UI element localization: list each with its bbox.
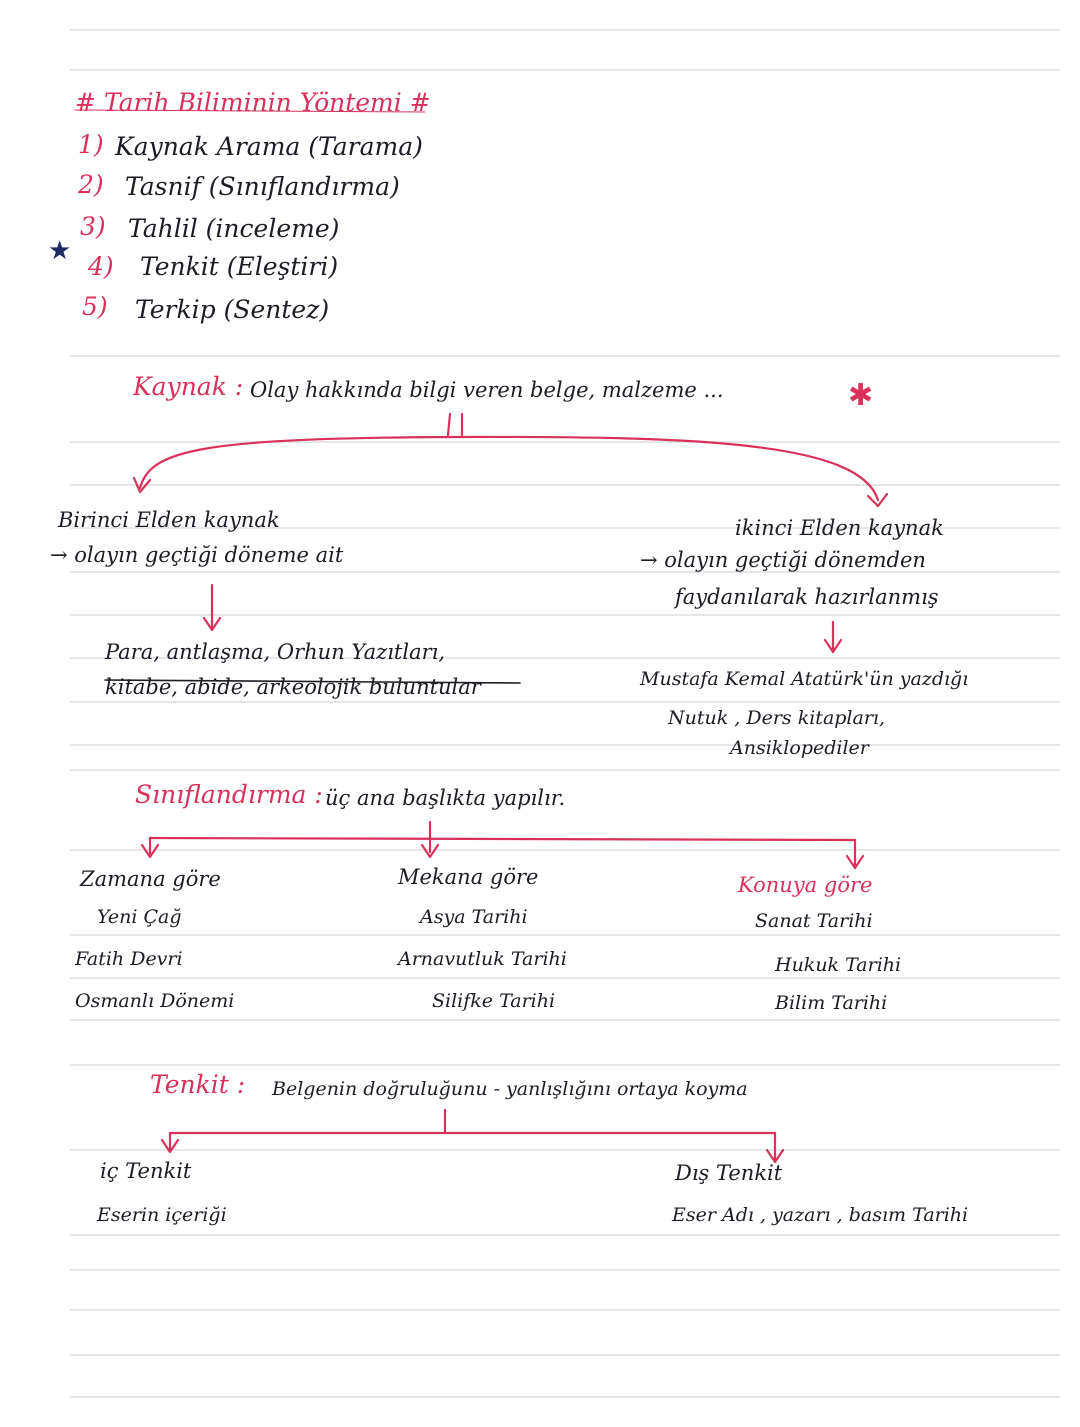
ikinci-desc-2: faydanılarak hazırlanmış [675, 585, 939, 609]
birinci-desc: → olayın geçtiği döneme ait [50, 543, 344, 567]
dis-tenkit-desc: Eser Adı , yazarı , basım Tarihi [672, 1204, 969, 1226]
mekan-heading: Mekana göre [398, 865, 539, 889]
birinci-example-1: Para, antlaşma, Orhun Yazıtları, [105, 640, 446, 664]
ikinci-desc-1: → olayın geçtiği dönemden [640, 548, 926, 572]
method-item-3: Tahlil (inceleme) [128, 214, 340, 243]
mekan-item-2: Arnavutluk Tarihi [398, 948, 567, 970]
tenkit-desc: Belgenin doğruluğunu - yanlışlığını ortaya koyma [272, 1078, 748, 1100]
method-number-4: 4) [88, 252, 114, 281]
zaman-item-1: Yeni Çağ [97, 906, 182, 928]
siniflandirma-label: Sınıflandırma : [135, 780, 323, 809]
ic-tenkit-heading: iç Tenkit [100, 1159, 192, 1183]
method-number-5: 5) [82, 292, 108, 321]
zaman-item-3: Osmanlı Dönemi [75, 990, 235, 1012]
konu-item-2: Hukuk Tarihi [775, 954, 902, 976]
konu-item-1: Sanat Tarihi [755, 910, 873, 932]
kaynak-label: Kaynak : [133, 372, 244, 401]
method-number-1: 1) [78, 130, 104, 159]
method-item-2: Tasnif (Sınıflandırma) [125, 172, 400, 201]
kaynak-definition: Olay hakkında bilgi veren belge, malzeme ... [250, 378, 724, 402]
mekan-item-3: Silifke Tarihi [432, 990, 556, 1012]
tenkit-label: Tenkit : [150, 1070, 246, 1099]
page-title: # Tarih Biliminin Yöntemi # [75, 88, 431, 117]
method-item-4: Tenkit (Eleştiri) [140, 252, 339, 281]
konu-item-3: Bilim Tarihi [775, 992, 888, 1014]
zaman-item-2: Fatih Devri [75, 948, 183, 970]
method-number-3: 3) [80, 212, 106, 241]
siniflandirma-desc: üç ana başlıkta yapılır. [325, 786, 566, 810]
zaman-heading: Zamana göre [80, 867, 221, 891]
method-item-5: Terkip (Sentez) [135, 295, 330, 324]
birinci-heading: Birinci Elden kaynak [58, 508, 280, 532]
mekan-item-1: Asya Tarihi [420, 906, 528, 928]
ikinci-example-1: Mustafa Kemal Atatürk'ün yazdığı [640, 668, 969, 690]
ikinci-heading: ikinci Elden kaynak [735, 516, 944, 540]
star-icon: ★ [48, 236, 72, 266]
ikinci-example-3: Ansiklopediler [730, 737, 869, 759]
red-star-icon: ✱ [848, 378, 874, 413]
dis-tenkit-heading: Dış Tenkit [675, 1161, 783, 1185]
konu-heading: Konuya göre [738, 873, 873, 897]
method-item-1: Kaynak Arama (Tarama) [115, 132, 423, 161]
ikinci-example-2: Nutuk , Ders kitapları, [668, 707, 886, 729]
ic-tenkit-desc: Eserin içeriği [97, 1204, 227, 1226]
birinci-example-2: kitabe, abide, arkeolojik buluntular [105, 675, 481, 699]
method-number-2: 2) [78, 170, 104, 199]
